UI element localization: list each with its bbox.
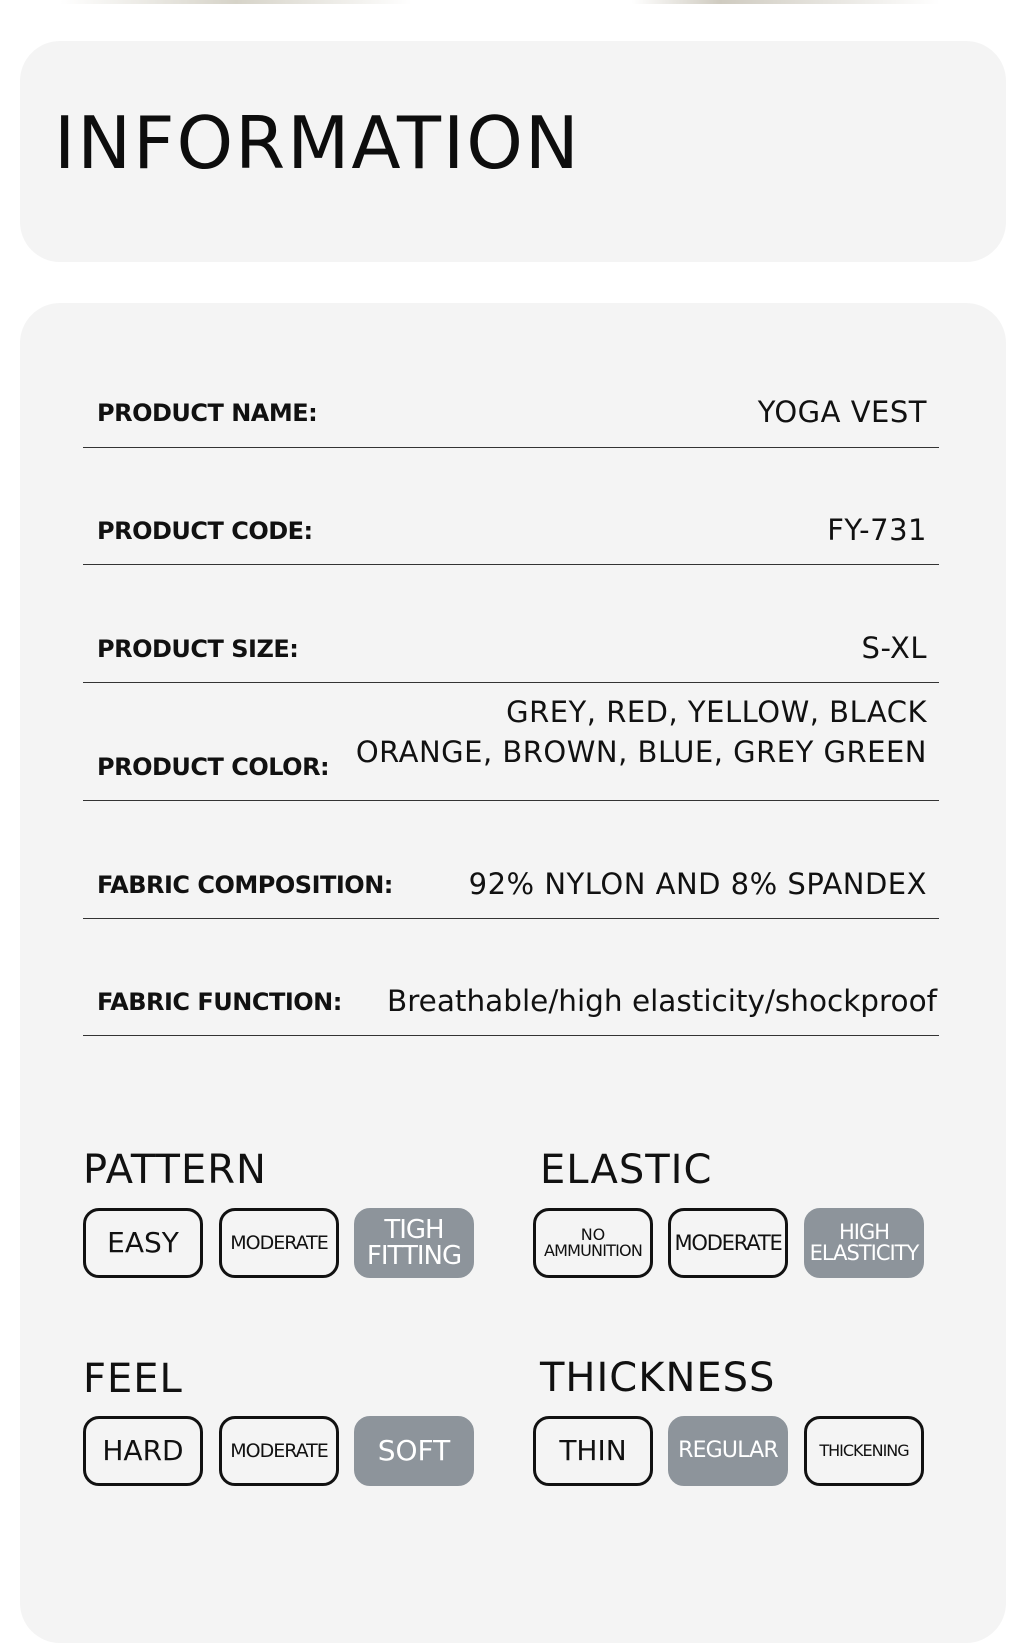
color-line-2: ORANGE, BROWN, BLUE, GREY GREEN [355,735,927,769]
spec-label: FABRIC COMPOSITION: [97,871,393,899]
page-title: INFORMATION [54,101,581,185]
spec-row-product-code [83,447,939,565]
spec-row-product-color [83,682,939,801]
spec-value: 92% NYLON AND 8% SPANDEX [468,867,927,901]
info-card [20,303,1006,1643]
header-card [20,41,1006,262]
spec-row-product-size [83,564,939,683]
elastic-title: ELASTIC [540,1147,713,1193]
spec-label: PRODUCT SIZE: [97,635,299,663]
spec-row-product-name [83,383,939,448]
spec-value [356,692,927,772]
spec-value: FY-731 [827,513,927,547]
pattern-title: PATTERN [83,1147,267,1193]
spec-label: PRODUCT COLOR: [97,753,330,781]
feel-title: FEEL [83,1356,183,1402]
elastic-option-moderate: MODERATE [668,1208,788,1278]
thickness-option-thickening: THICKENING [804,1416,924,1486]
elastic-option-high-elasticity: HIGH ELASTICITY [804,1208,924,1278]
pattern-option-tight-fitting: TIGH FITTING [354,1208,474,1278]
thickness-option-regular: REGULAR [668,1416,788,1486]
spec-value: YOGA VEST [757,395,927,429]
elastic-option-no-ammunition: NO AMMUNITION [533,1208,653,1278]
spec-label: PRODUCT NAME: [97,399,318,427]
top-image-edge [60,0,940,4]
thickness-title: THICKNESS [540,1355,776,1401]
spec-value: S-XL [861,631,927,665]
feel-option-moderate: MODERATE [219,1416,339,1486]
spec-row-fabric-composition [83,800,939,919]
color-line-1: GREY, RED, YELLOW, BLACK [506,695,927,729]
spec-value: Breathable/high elasticity/shockproof [386,984,937,1018]
spec-row-fabric-function [83,918,939,1036]
thickness-option-thin: THIN [533,1416,653,1486]
feel-option-hard: HARD [83,1416,203,1486]
feel-option-soft: SOFT [354,1416,474,1486]
spec-label: PRODUCT CODE: [97,517,313,545]
spec-label: FABRIC FUNCTION: [97,988,342,1016]
pattern-option-easy: EASY [83,1208,203,1278]
pattern-option-moderate: MODERATE [219,1208,339,1278]
